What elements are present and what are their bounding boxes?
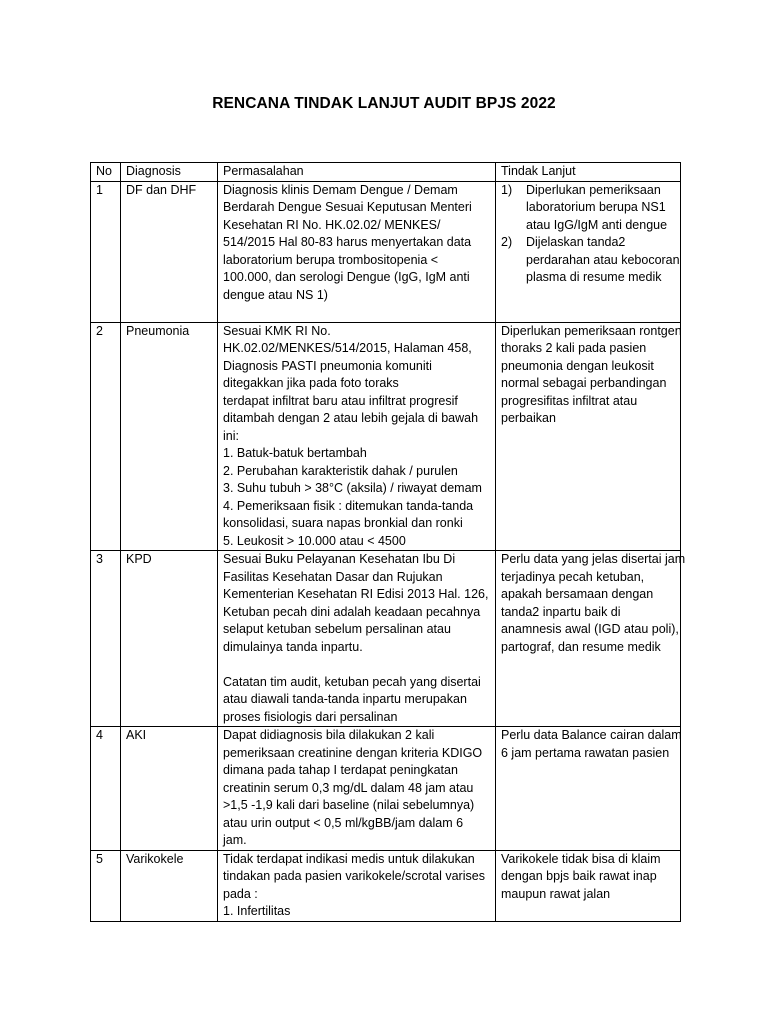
text-line: progresifitas infiltrat atau xyxy=(501,393,638,408)
text-line: Kementerian Kesehatan RI Edisi 2013 Hal. 126, xyxy=(223,587,489,601)
text-line: atau urin output < 0,5 ml/kgBB/jam dalam 6 xyxy=(223,815,464,830)
text-line: Kesehatan RI No. HK.02.02/ MENKES/ xyxy=(223,217,441,232)
text-line: Tidak terdapat indikasi medis untuk dilakukan xyxy=(223,851,475,866)
table-row xyxy=(91,727,681,851)
audit-table xyxy=(90,162,686,922)
row-tindak-lanjut xyxy=(496,551,686,727)
text-line: anamnesis awal (IGD atau poli), xyxy=(501,622,679,636)
text-line: Sesuai Buku Pelayanan Kesehatan Ibu Di xyxy=(223,552,456,566)
blank-line xyxy=(223,656,491,674)
row-diagnosis: KPD xyxy=(121,551,218,727)
text-line: Perlu data Balance cairan dalam xyxy=(501,728,682,742)
text-line: 514/2015 Hal 80-83 harus menyertakan data xyxy=(223,235,472,249)
text-line: dimulainya tanda inpartu. xyxy=(223,639,363,654)
text-line: >1,5 -1,9 kali dari baseline (nilai sebelumnya) xyxy=(223,798,475,812)
text-line: terjadinya pecah ketuban, xyxy=(501,569,645,584)
page-title: RENCANA TINDAK LANJUT AUDIT BPJS 2022 xyxy=(212,95,556,112)
row-no: 5 xyxy=(91,850,121,921)
row-no: 3 xyxy=(91,551,121,727)
table-row xyxy=(91,181,681,322)
row-no: 4 xyxy=(91,727,121,851)
text-line: 5. Leukosit > 10.000 atau < 4500 xyxy=(223,533,406,548)
header-tindak-lanjut: Tindak Lanjut xyxy=(496,163,681,182)
text-line: Perlu data yang jelas disertai jam xyxy=(501,552,686,566)
text-line: Catatan tim audit, ketuban pecah yang disertai xyxy=(223,674,481,689)
text-line: selaput ketuban sebelum persalinan atau xyxy=(223,622,451,636)
row-tindak-lanjut xyxy=(496,727,681,851)
text-line: 1. Batuk-batuk bertambah xyxy=(223,446,367,460)
row-no: 2 xyxy=(91,322,121,551)
row-tindak-lanjut xyxy=(496,850,681,921)
text-line: plasma di resume medik xyxy=(526,270,662,284)
text-line: dengan bpjs baik rawat inap xyxy=(501,869,657,883)
text-line: Ketuban pecah dini adalah keadaan pecahnya xyxy=(223,604,481,619)
text-line: pneumonia dengan leukosit xyxy=(501,358,654,373)
row-diagnosis: AKI xyxy=(121,727,218,851)
text-line: creatinin serum 0,3 mg/dL dalam 48 jam atau xyxy=(223,780,474,795)
list-number: 1) xyxy=(501,182,513,197)
row-tindak-lanjut xyxy=(496,322,681,551)
text-line: atau diawali tanda-tanda inpartu merupakan xyxy=(223,692,467,706)
text-line: maupun rawat jalan xyxy=(501,886,611,901)
row-permasalahan xyxy=(218,727,496,851)
text-line: 1. Infertilitas xyxy=(223,904,291,918)
text-line: Fasilitas Kesehatan Dasar dan Rujukan xyxy=(223,569,443,584)
text-line: Berdarah Dengue Sesuai Keputusan Menteri xyxy=(223,200,472,214)
text-line: Dapat didiagnosis bila dilakukan 2 kali xyxy=(223,728,435,742)
text-line: Diagnosis PASTI pneumonia komuniti xyxy=(223,358,432,373)
list-item xyxy=(501,234,680,287)
text-line: Sesuai KMK RI No. xyxy=(223,323,331,338)
text-line: tanda2 inpartu baik di xyxy=(501,604,621,619)
text-line: laboratorium berupa trombositopenia < xyxy=(223,252,439,267)
text-line: normal sebagai perbandingan xyxy=(501,376,667,390)
text-line: konsolidasi, suara napas bronkial dan ronki xyxy=(223,516,463,530)
table-header-row xyxy=(91,163,681,182)
row-diagnosis: Pneumonia xyxy=(121,322,218,551)
table-row xyxy=(91,322,681,551)
row-permasalahan xyxy=(218,322,496,551)
row-no: 1 xyxy=(91,181,121,322)
row-diagnosis: DF dan DHF xyxy=(121,181,218,322)
text-line: 2. Perubahan karakteristik dahak / purulen xyxy=(223,463,458,478)
table-row xyxy=(91,850,681,921)
row-permasalahan xyxy=(218,181,496,322)
table-row xyxy=(91,551,681,727)
header-diagnosis: Diagnosis xyxy=(121,163,218,182)
text-line: ini: xyxy=(223,428,239,443)
header-no: No xyxy=(91,163,121,182)
text-line: perbaikan xyxy=(501,411,556,425)
text-line: pada : xyxy=(223,886,258,901)
text-line: 100.000, dan serologi Dengue (IgG, IgM anti xyxy=(223,270,470,284)
text-line: 4. Pemeriksaan fisik : ditemukan tanda-tanda xyxy=(223,498,474,513)
text-line: HK.02.02/MENKES/514/2015, Halaman 458, xyxy=(223,341,472,355)
text-line: ditambah dengan 2 atau lebih gejala di bawah xyxy=(223,411,479,425)
text-line: atau IgG/IgM anti dengue xyxy=(526,217,668,232)
text-line: ditegakkan jika pada foto toraks xyxy=(223,376,399,390)
text-line: Diagnosis klinis Demam Dengue / Demam xyxy=(223,182,458,197)
text-line: 3. Suhu tubuh > 38°C (aksila) / riwayat demam xyxy=(223,481,482,495)
text-line: Diperlukan pemeriksaan xyxy=(526,182,661,197)
text-line: perdarahan atau kebocoran xyxy=(526,252,680,267)
text-line: proses fisiologis dari persalinan xyxy=(223,709,398,724)
row-diagnosis: Varikokele xyxy=(121,850,218,921)
text-line: apakah bersamaan dengan xyxy=(501,587,654,601)
list-number: 2) xyxy=(501,235,513,249)
text-line: dengue atau NS 1) xyxy=(223,287,328,302)
row-tindak-lanjut xyxy=(496,181,681,322)
tindak-lanjut-list xyxy=(501,182,680,287)
text-line: Varikokele tidak bisa di klaim xyxy=(501,851,661,866)
text-line: tindakan pada pasien varikokele/scrotal varises xyxy=(223,869,485,883)
text-line: jam. xyxy=(223,833,247,847)
text-line: laboratorium berupa NS1 xyxy=(526,200,666,214)
row-permasalahan xyxy=(218,551,496,727)
text-line: terdapat infiltrat baru atau infiltrat progresif xyxy=(223,393,458,408)
header-permasalahan: Permasalahan xyxy=(218,163,496,182)
text-line: Diperlukan pemeriksaan rontgen xyxy=(501,323,682,338)
text-line: thoraks 2 kali pada pasien xyxy=(501,341,647,355)
row-permasalahan xyxy=(218,850,496,921)
text-line: dimana pada tahap I terdapat peningkatan xyxy=(223,763,458,777)
list-item xyxy=(501,182,676,235)
text-line: partograf, dan resume medik xyxy=(501,639,661,654)
text-line: 6 jam pertama rawatan pasien xyxy=(501,745,670,760)
text-line: Dijelaskan tanda2 xyxy=(526,235,626,249)
text-line: pemeriksaan creatinine dengan kriteria KDIGO xyxy=(223,745,483,760)
